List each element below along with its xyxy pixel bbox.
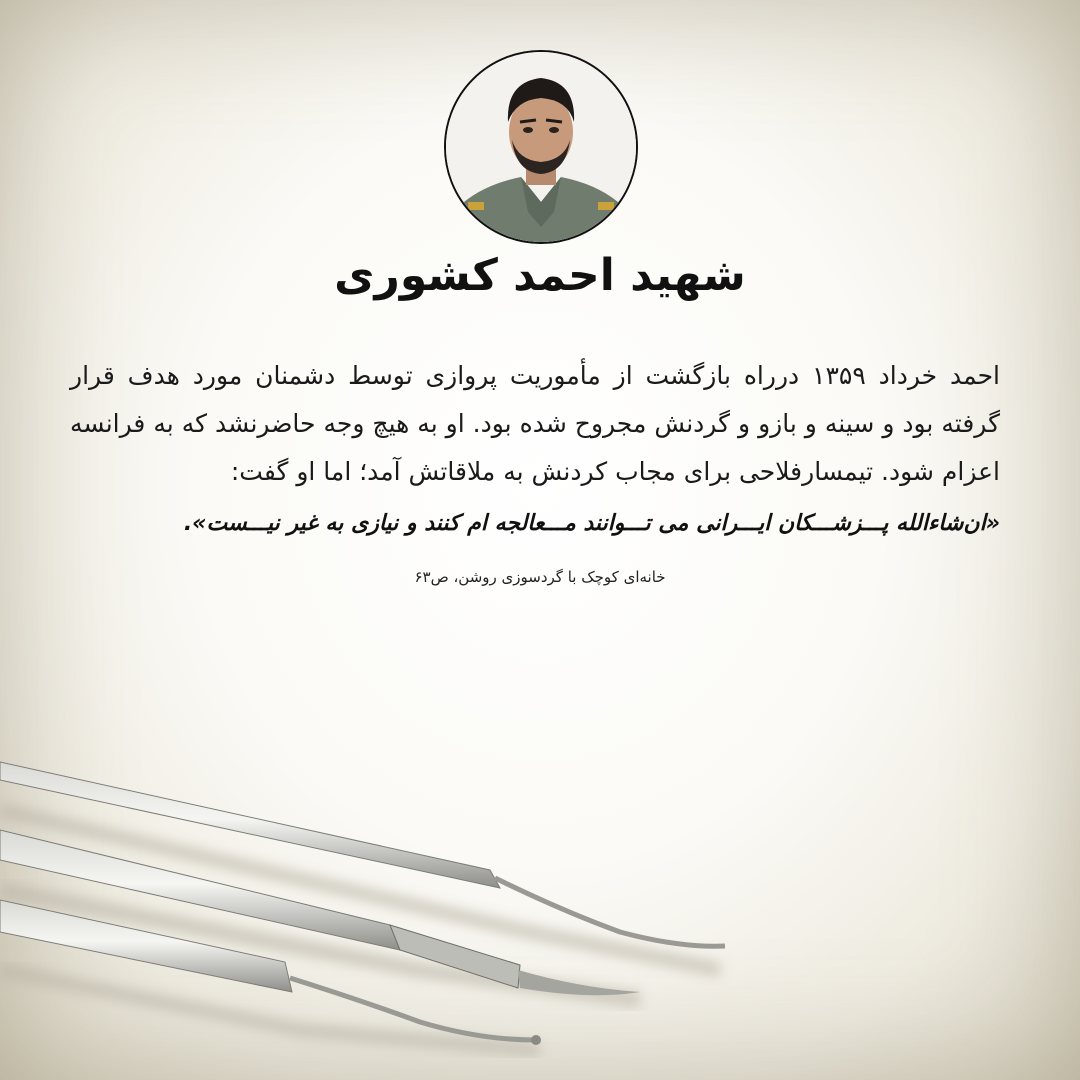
dental-instruments-icon [0, 700, 1080, 1080]
quote-text: «ان‌شاءالله پـــزشـــکان ایـــرانی می تـــوانند مـــعالجه ام کنند و نیازی به غیر نیـــست». [183, 511, 1000, 536]
person-silhouette-icon [446, 52, 636, 242]
page-title: شهید احمد کشوری [334, 250, 746, 301]
dental-instruments-image [0, 700, 1080, 1080]
biography-paragraph: احمد خرداد ۱۳۵۹ درراه بازگشت از مأموریت پروازی توسط دشمنان مورد هدف قرار گرفته بود و سینه و بازو و گردنش مجروح شده بود. او به هیچ وجه حاضرنشد که به فرانسه اعزام شود. تیمسارفلاحی برای مجاب کردنش به ملاقاتش آمد؛ اما او گفت: [70, 361, 1000, 486]
portrait-photo [444, 50, 638, 244]
source-citation: خانه‌ای کوچک با گردسوزی روشن، ص۶۳ [414, 568, 666, 586]
